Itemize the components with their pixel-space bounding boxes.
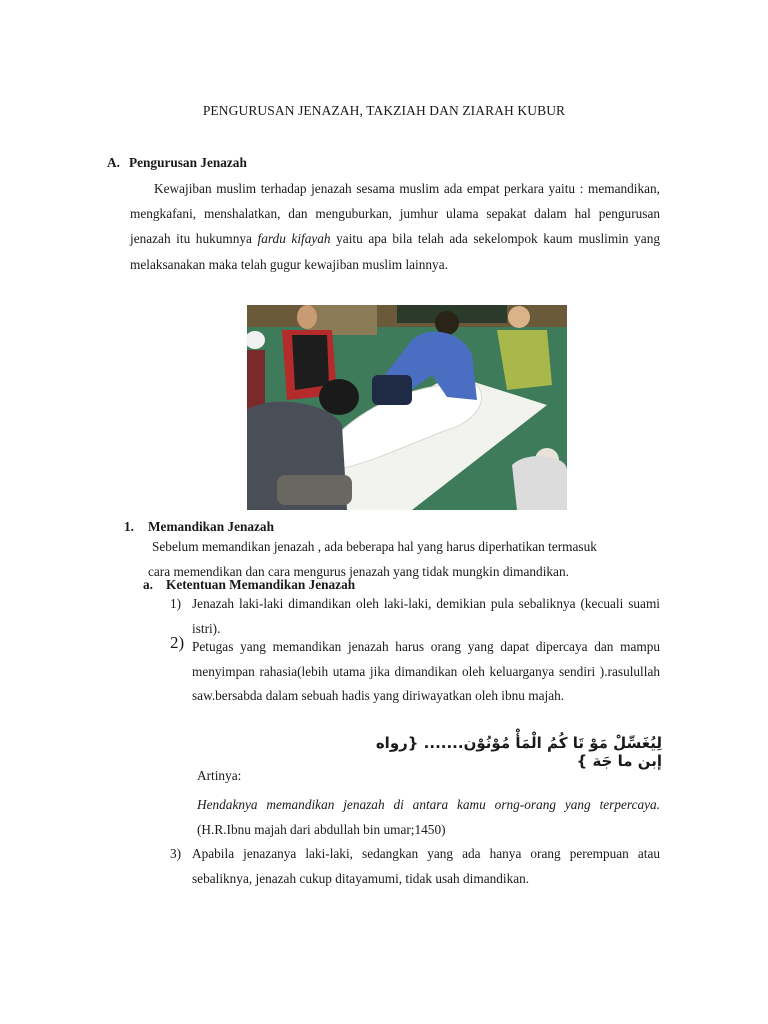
list-item: [170, 592, 660, 641]
arabic-hadith: لِيُغَسِّلْ مَوْ تَا كُمُ الْمَأْ مُوْنُوْن....... {رواه إبن ما جَة }: [375, 734, 662, 770]
section-a-heading: [107, 155, 247, 171]
list-item-number: 1): [170, 596, 182, 611]
subsection-a-heading: [143, 577, 355, 593]
paragraph-italic-term: fardu kifayah: [257, 231, 331, 247]
list-item: [170, 842, 660, 891]
section-a-title: Pengurusan Jenazah: [129, 155, 247, 170]
paragraph-part-2: yaitu apa bila telah ada sekelompok kaum muslimin yang melaksanakan maka telah gugur kewajiban muslim lainnya.: [130, 231, 660, 272]
section-a-paragraph: [130, 176, 660, 277]
list-item-number: 3): [170, 846, 182, 861]
list-item-text: Jenazah laki-laki dimandikan oleh laki-laki, demikian pula sebaliknya (kecuali suami istri).: [192, 596, 660, 636]
paragraph-part-1: Kewajiban muslim terhadap jenazah sesama muslim ada empat perkara yaitu : memandikan, mengkafani, menshalatkan, dan menguburkan, jumhur ulama sepakat dalam hal pengurusan jenazah itu hukumnya: [130, 181, 660, 247]
subsection-a-number: a.: [143, 577, 153, 592]
subsection-a-title: Ketentuan Memandikan Jenazah: [166, 577, 356, 592]
section-a-number: A.: [107, 155, 120, 170]
translation-source: (H.R.Ibnu majah dari abdullah bin umar;1450): [197, 822, 446, 837]
subsection-1-heading: [124, 519, 274, 535]
artinya-translation: [197, 792, 660, 842]
artinya-label: Artinya:: [197, 768, 242, 783]
subsection-1-line-2: cara memendikan dan cara mengurus jenazah yang tidak mungkin dimandikan.: [148, 563, 569, 579]
jenazah-photo-illustration: [247, 305, 567, 510]
list-item-text: Petugas yang memandikan jenazah harus orang yang dapat dipercaya dan mampu menyimpan rahasia(lebih utama jika dimandikan oleh keluarganya sendiri ).rasulullah saw.bersabda dalam sebuah hadis yang diriwayatkan oleh ibnu majah.: [192, 639, 660, 704]
translation-italic: Hendaknya memandikan jenazah di antara kamu orng-orang yang terpercaya.: [197, 797, 660, 812]
document-title: PENGURUSAN JENAZAH, TAKZIAH DAN ZIARAH KUBUR: [202, 103, 566, 118]
list-item-text: Apabila jenazanya laki-laki, sedangkan yang ada hanya orang perempuan atau sebaliknya, jenazah cukup ditayamumi, tidak usah dimandikan.: [192, 846, 660, 886]
jenazah-photo: [247, 305, 567, 510]
paragraph-text: [130, 176, 660, 277]
subsection-1-line-1: Sebelum memandikan jenazah , ada beberapa hal yang harus diperhatikan termasuk: [152, 539, 597, 554]
list-item-number: 2): [170, 633, 185, 652]
subsection-1-number: 1.: [124, 519, 134, 534]
subsection-1-title: Memandikan Jenazah: [148, 519, 274, 534]
list-item: [170, 635, 660, 709]
